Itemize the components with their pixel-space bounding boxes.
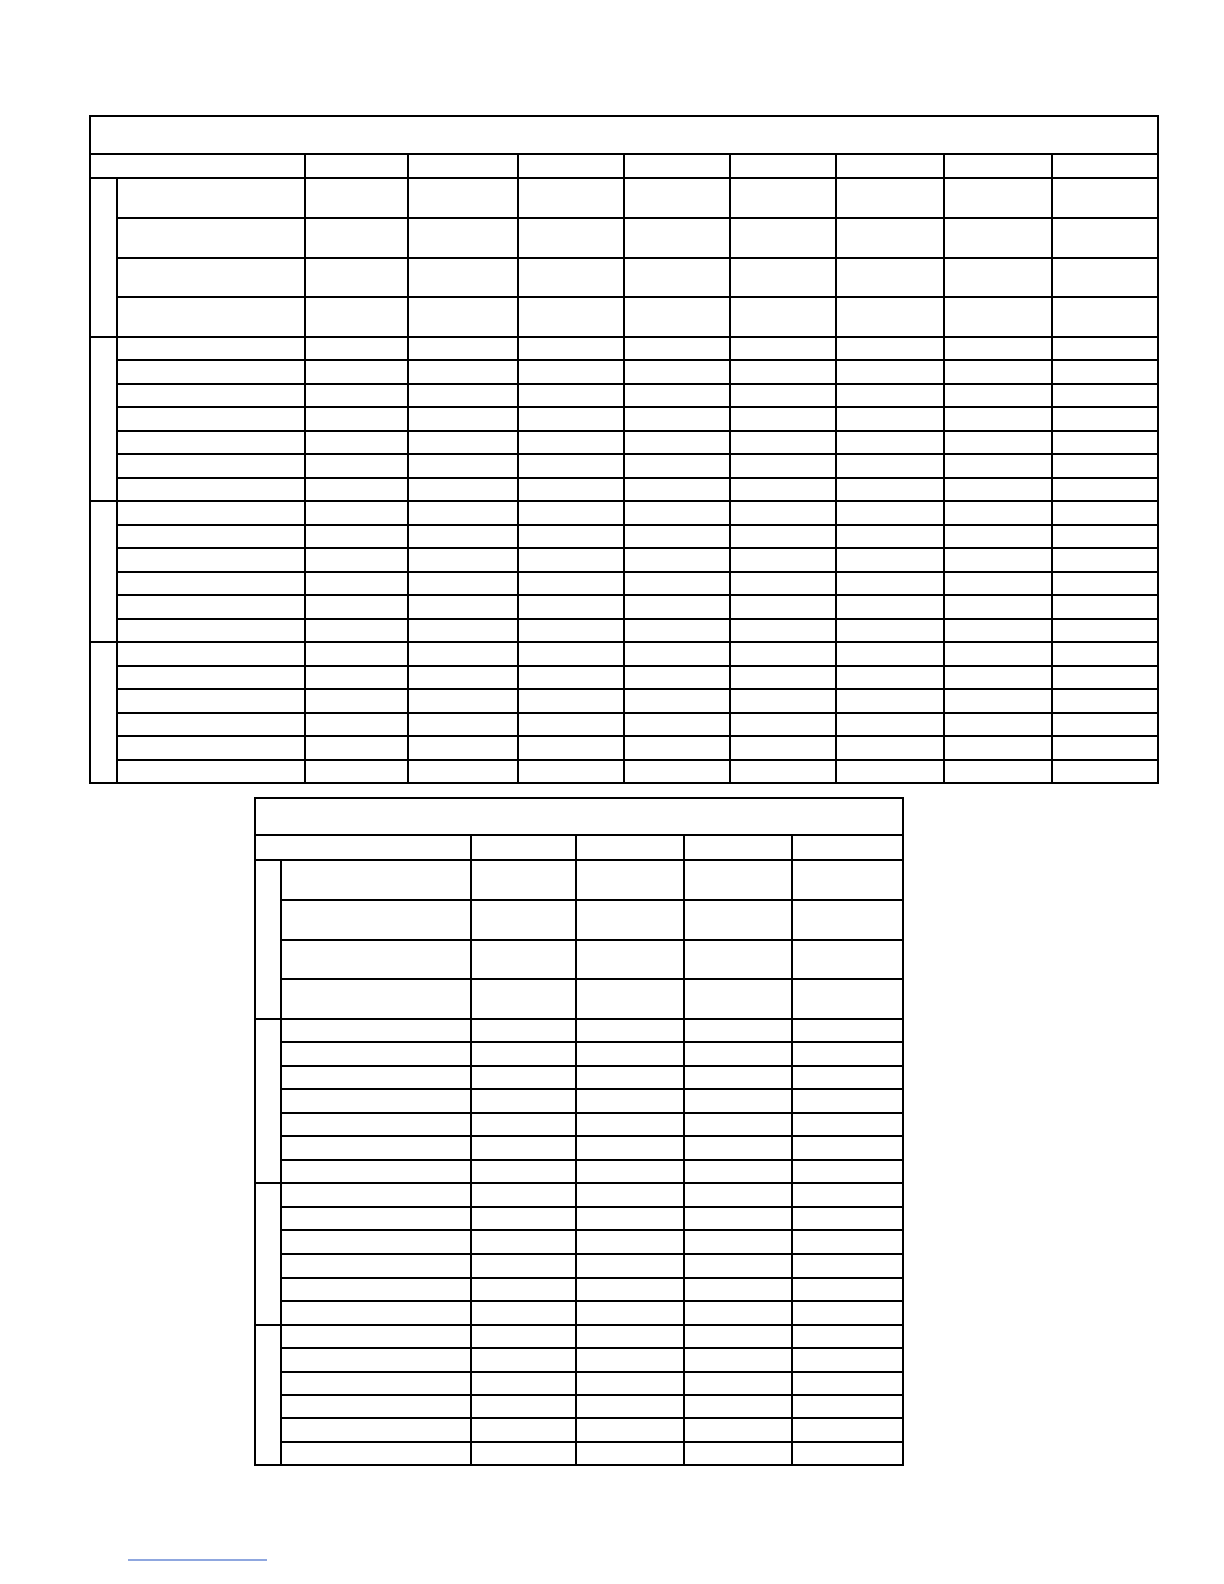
data-table-1 [90, 116, 1158, 783]
table-frame [255, 798, 903, 1465]
data-table-2 [255, 798, 903, 1465]
